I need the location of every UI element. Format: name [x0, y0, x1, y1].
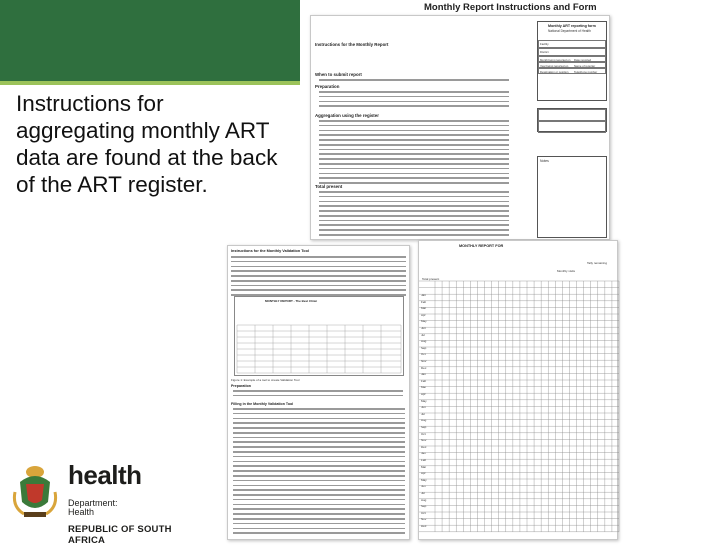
month-label: Sep	[421, 425, 427, 429]
section-totals: Total present	[315, 184, 343, 189]
summary-row	[538, 121, 606, 133]
month-label: Aug	[421, 339, 427, 344]
field-date-reported: Date reported	[574, 58, 592, 62]
validation-fill-lines	[233, 408, 405, 537]
field-facility: Facility	[540, 42, 549, 46]
month-label: Oct	[421, 431, 426, 436]
inset-table	[237, 325, 401, 373]
instructions-page	[310, 15, 610, 240]
header-band	[0, 0, 300, 85]
section-when: When to submit report	[315, 72, 362, 77]
validation-heading: Instructions for the Monthly Validation Tool	[231, 249, 309, 253]
field-year: Year being reported on	[540, 64, 569, 68]
month-label: Nov	[421, 517, 427, 522]
form-subtitle: National Department of Health	[548, 29, 591, 33]
department-of-health-logo	[10, 458, 210, 546]
logo-wordmark: health	[68, 460, 142, 490]
form-row	[538, 40, 606, 48]
month-label: Jul	[421, 411, 425, 416]
validation-tool-page	[227, 245, 410, 540]
month-label: Feb	[421, 378, 427, 383]
month-label: Apr	[421, 312, 426, 317]
header-band-stripe	[0, 81, 300, 85]
month-label: Oct	[421, 352, 426, 357]
logo-department-name: Health	[68, 507, 95, 517]
validation-fill-heading: Filling in the Monthly Validation Tool	[231, 402, 294, 406]
month-label: Jan	[421, 451, 426, 456]
field-district: District	[540, 50, 549, 54]
col-tally: Tally remaining	[587, 261, 608, 265]
month-label: Apr	[421, 471, 426, 476]
month-label: Mar	[421, 306, 427, 311]
month-label: Oct	[421, 510, 426, 515]
month-label: Jan	[421, 293, 426, 297]
instructions-heading: Instructions for the Monthly Report	[315, 42, 389, 47]
month-label: Aug	[421, 418, 427, 423]
month-label: Apr	[421, 392, 426, 396]
inset-title: MONTHLY REPORT - The Best Clinic	[265, 299, 318, 303]
logo-country: REPUBLIC OF SOUTH AFRICA	[68, 524, 172, 546]
validation-prep-lines	[233, 390, 403, 400]
month-label: Jul	[421, 491, 425, 495]
form-title: Monthly ART reporting form	[548, 24, 596, 28]
col-total-present: Total present	[422, 277, 440, 281]
summary-box	[537, 108, 607, 132]
month-label: May	[421, 477, 427, 482]
field-telephone: Telephone number	[574, 70, 598, 74]
col-monthly-visits: Monthly visits	[557, 269, 576, 273]
slide-headline: Instructions for aggregating monthly ART data are found at the back of the ART register.	[16, 91, 278, 197]
validation-prep-heading: Preparation	[231, 384, 251, 388]
month-label: Sep	[421, 504, 427, 509]
prep-text-lines	[319, 91, 509, 110]
form-row	[538, 48, 606, 56]
when-text-lines	[319, 79, 509, 84]
month-label: Mar	[421, 385, 427, 390]
notes-label: Notes	[540, 159, 549, 163]
month-label: Feb	[421, 458, 427, 462]
month-label: Dec	[421, 524, 427, 528]
intro-text-lines	[231, 256, 406, 299]
month-label: Aug	[421, 497, 427, 502]
month-label: Dec	[421, 365, 427, 370]
aggregation-text-lines	[319, 120, 509, 187]
section-preparation: Preparation	[315, 84, 340, 89]
month-label: Jun	[421, 326, 426, 330]
report-grid	[419, 281, 619, 541]
field-month: Month being reported on	[540, 58, 571, 62]
coat-of-arms-icon	[10, 462, 60, 522]
figure-inset	[234, 296, 404, 376]
monthly-report-page	[418, 240, 618, 540]
month-label: Jan	[421, 372, 426, 377]
month-label: May	[421, 319, 427, 324]
document-title: Monthly Report Instructions and Form	[424, 2, 597, 13]
logo-department-label: Department:	[68, 498, 118, 508]
monthly-report-heading: MONTHLY REPORT FOR	[459, 244, 504, 248]
notes-box	[537, 156, 607, 238]
field-reporter: Name of reporter	[574, 64, 596, 68]
month-label: Sep	[421, 345, 427, 350]
month-label: Jun	[421, 405, 426, 410]
month-label: May	[421, 398, 427, 403]
month-label: Dec	[421, 444, 427, 449]
month-label: Nov	[421, 438, 427, 443]
month-label: Jun	[421, 484, 426, 489]
form-row	[538, 68, 606, 74]
totals-text-lines	[319, 191, 509, 239]
figure-caption: Figure 1: Example of a tool to create Validation Tool	[231, 378, 300, 382]
month-label: Mar	[421, 464, 427, 469]
month-label: Feb	[421, 299, 427, 304]
monthly-form	[537, 21, 607, 101]
section-aggregation: Aggregation using the register	[315, 113, 379, 118]
month-label: Jul	[421, 332, 425, 337]
month-label: Nov	[421, 359, 427, 363]
field-designation: Designation or position	[540, 70, 569, 74]
summary-row	[538, 109, 606, 121]
